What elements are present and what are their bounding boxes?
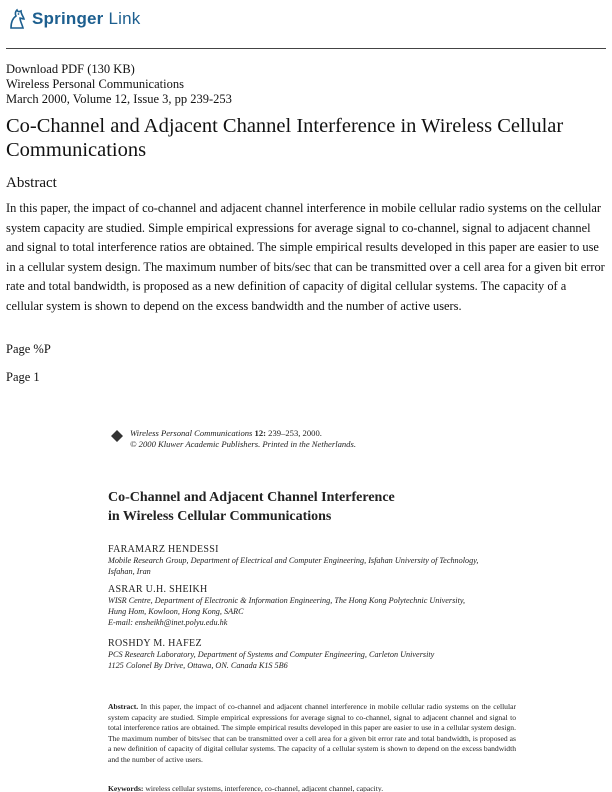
pdf-page-preview — [60, 412, 556, 792]
pdf-title: Co-Channel and Adjacent Channel Interference in Wireless Cellular Communications — [108, 490, 395, 524]
pdf-journal-header: Wireless Personal Communications 12: 239–253, 2000. © 2000 Kluwer Academic Publishers. Printed in the Netherlands. — [110, 428, 356, 450]
pdf-keywords: Keywords: wireless cellular systems, interference, co-channel, adjacent channel, capacity. — [108, 784, 384, 792]
springer-horse-icon — [8, 8, 28, 30]
page-marker: Page %P — [6, 342, 51, 356]
article-meta — [6, 62, 232, 107]
journal-name: Wireless Personal Communications — [6, 77, 184, 91]
issue-info: March 2000, Volume 12, Issue 3, pp 239-253 — [6, 92, 232, 106]
pdf-author: ROSHDY M. HAFEZ PCS Research Laboratory, Department of Systems and Computer Engineering, Carleton University 1125 Colonel By Drive, Ottawa, ON. Canada K1S 5B6 — [108, 638, 435, 670]
springer-link-logo[interactable] — [8, 6, 140, 32]
abstract-text: In this paper, the impact of co-channel and adjacent channel interference in mobile cellular radio systems on the cellular system capacity are studied. Simple empirical expressions for average signal to co-channel, signal to adjacent channel and signal to total interference ratios are obtained. The simple empirical results developed in this paper are easier to use in a cellular system design. The maximum number of bits/sec that can be transmitted over a cell area for a given bit error rate and total bandwidth, is proposed as a new definition of capacity of digital cellular systems. The capacity of a cellular system is shown to depend on the excess bandwidth and the number of active users. — [6, 201, 605, 313]
abstract-heading: Abstract — [6, 175, 57, 191]
logo-wordmark: Springer Link — [32, 9, 141, 28]
article-title: Co-Channel and Adjacent Channel Interference in Wireless Cellular Communications — [6, 115, 564, 161]
pdf-abstract: Abstract. In this paper, the impact of co-channel and adjacent channel interference in mobile cellular radio systems on the cellular system capacity are studied. Simple empirical expressions for average signal to co-channel, signal to adjacent channel and signal to total interference ratios are obtained. The simple empirical results developed in this paper are easier to use in a cellular system design. The maximum number of bits/sec that can be transmitted over a cell area for a given bit error rate and total bandwidth, is proposed as a new definition of capacity of digital cellular systems. The capacity of a cellular system is shown to depend on the excess bandwidth and the number of active users. — [108, 702, 516, 764]
header-divider — [6, 48, 606, 49]
pdf-author: FARAMARZ HENDESSI Mobile Research Group, Department of Electrical and Computer Engineering, Isfahan University of Technology, Isfahan, Iran — [108, 544, 479, 576]
download-pdf-link[interactable]: Download PDF (130 KB) — [6, 62, 135, 76]
page-label: Page 1 — [6, 370, 40, 384]
pdf-author: ASRAR U.H. SHEIKH WISR Centre, Department of Electronic & Information Engineering, The Hong Kong Polytechnic University, Hung Hom, Kowloon, Hong Kong, SARC E-mail: ensheikh@inet.polyu.edu.hk — [108, 584, 466, 627]
kluwer-logo-icon — [110, 429, 124, 443]
